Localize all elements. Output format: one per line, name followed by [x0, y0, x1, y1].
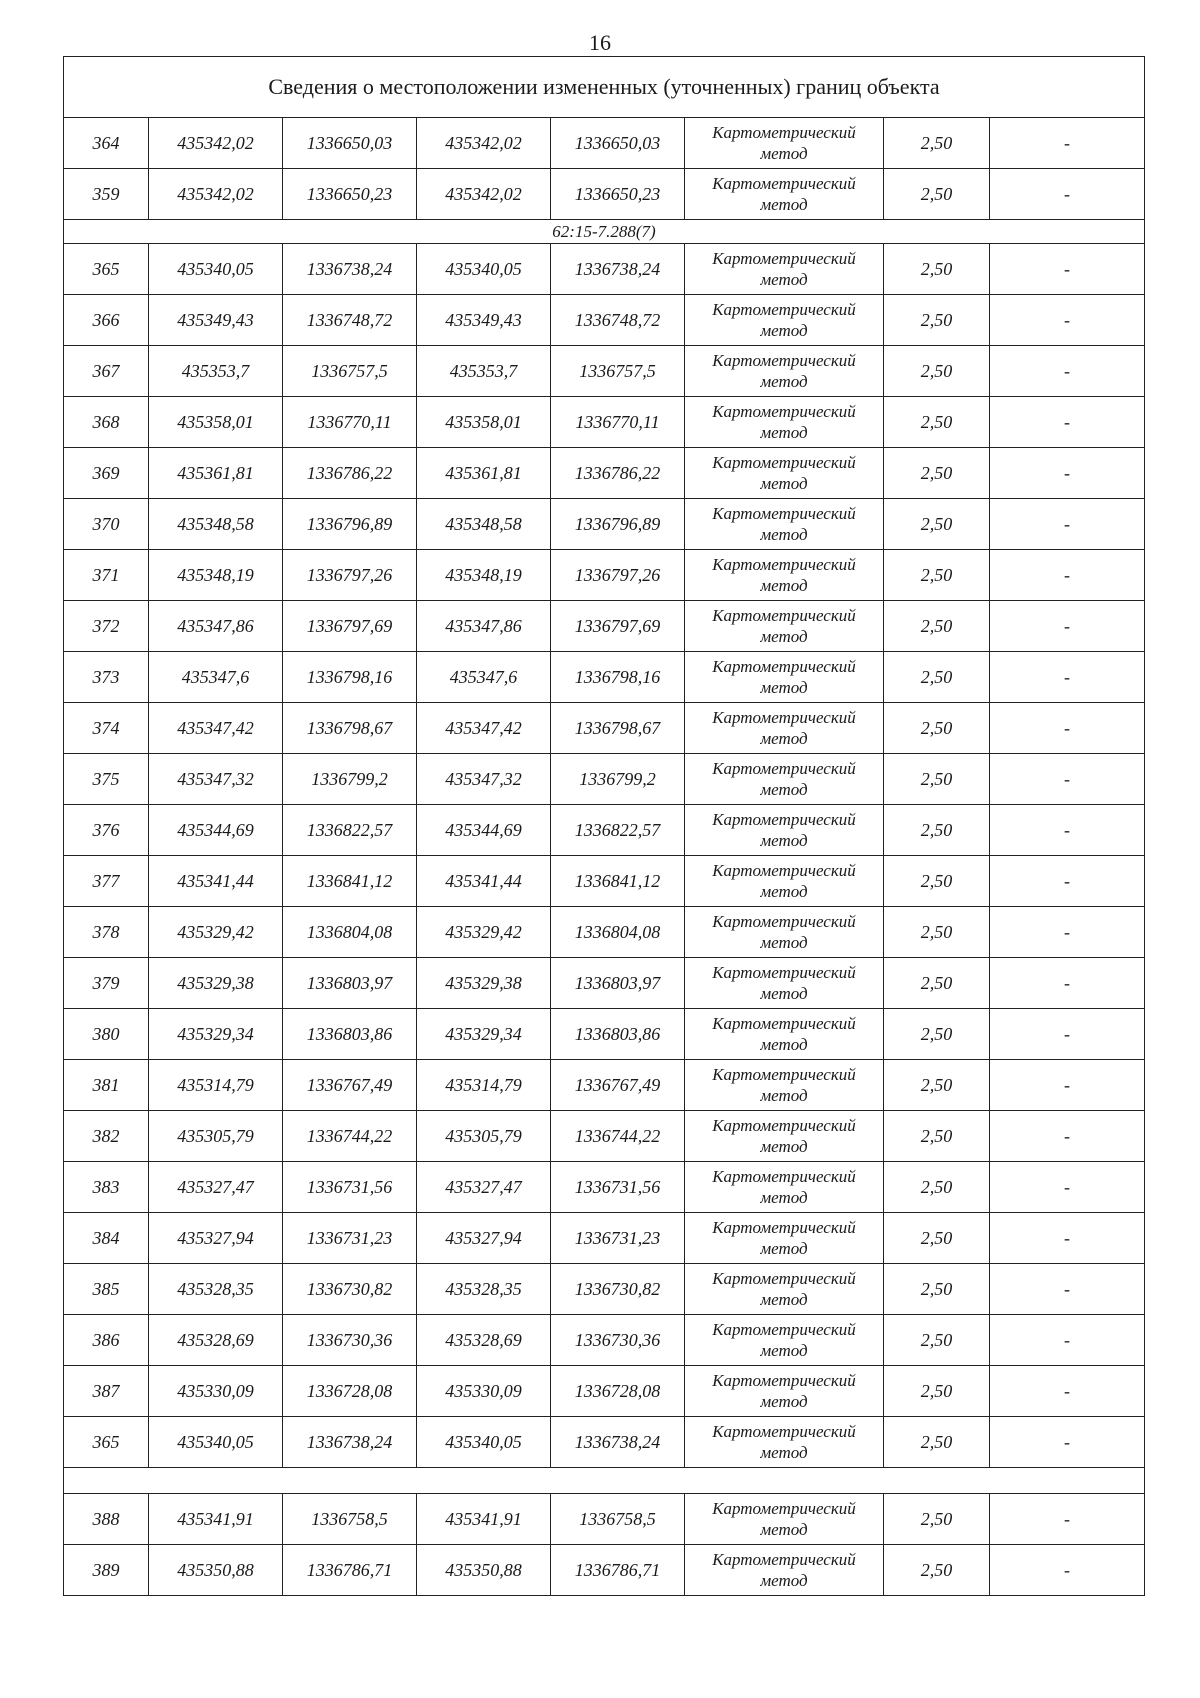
accuracy-cell: 2,50	[884, 1315, 990, 1366]
x-existing-cell: 435342,02	[149, 169, 283, 220]
description-cell: -	[990, 754, 1145, 805]
x-new-cell: 435327,47	[417, 1162, 551, 1213]
method-cell: Картометрический метод	[685, 652, 884, 703]
table-row	[64, 397, 1145, 448]
accuracy-cell: 2,50	[884, 397, 990, 448]
x-new-cell: 435347,32	[417, 754, 551, 805]
table-row	[64, 907, 1145, 958]
method-cell: Картометрический метод	[685, 550, 884, 601]
point-number-cell: 377	[64, 856, 149, 907]
method-cell: Картометрический метод	[685, 397, 884, 448]
accuracy-cell: 2,50	[884, 907, 990, 958]
x-new-cell: 435328,69	[417, 1315, 551, 1366]
point-number-cell: 375	[64, 754, 149, 805]
y-new-cell: 1336841,12	[551, 856, 685, 907]
x-new-cell: 435344,69	[417, 805, 551, 856]
y-existing-cell: 1336757,5	[283, 346, 417, 397]
accuracy-cell: 2,50	[884, 1060, 990, 1111]
description-cell: -	[990, 1009, 1145, 1060]
point-number-cell: 382	[64, 1111, 149, 1162]
x-new-cell: 435349,43	[417, 295, 551, 346]
table-title: Сведения о местоположении измененных (уточненных) границ объекта	[64, 57, 1145, 118]
y-existing-cell: 1336650,03	[283, 118, 417, 169]
y-new-cell: 1336798,16	[551, 652, 685, 703]
y-existing-cell: 1336738,24	[283, 244, 417, 295]
table-row	[64, 703, 1145, 754]
y-new-cell: 1336767,49	[551, 1060, 685, 1111]
point-number-cell: 381	[64, 1060, 149, 1111]
accuracy-cell: 2,50	[884, 1417, 990, 1468]
method-cell: Картометрический метод	[685, 499, 884, 550]
point-number-cell: 365	[64, 1417, 149, 1468]
table-row	[64, 1009, 1145, 1060]
y-new-cell: 1336803,97	[551, 958, 685, 1009]
table-row	[64, 1060, 1145, 1111]
description-cell: -	[990, 499, 1145, 550]
accuracy-cell: 2,50	[884, 346, 990, 397]
x-new-cell: 435348,58	[417, 499, 551, 550]
point-number-cell: 366	[64, 295, 149, 346]
y-new-cell: 1336770,11	[551, 397, 685, 448]
empty-separator-row	[64, 1468, 1145, 1494]
page-number: 16	[589, 30, 611, 55]
y-existing-cell: 1336738,24	[283, 1417, 417, 1468]
table-row	[64, 448, 1145, 499]
x-existing-cell: 435350,88	[149, 1545, 283, 1596]
y-existing-cell: 1336767,49	[283, 1060, 417, 1111]
y-existing-cell: 1336799,2	[283, 754, 417, 805]
y-new-cell: 1336650,23	[551, 169, 685, 220]
x-new-cell: 435347,42	[417, 703, 551, 754]
method-cell: Картометрический метод	[685, 1494, 884, 1545]
x-existing-cell: 435327,94	[149, 1213, 283, 1264]
boundary-coordinates-table	[63, 56, 1145, 1596]
y-new-cell: 1336786,71	[551, 1545, 685, 1596]
point-number-cell: 370	[64, 499, 149, 550]
method-cell: Картометрический метод	[685, 805, 884, 856]
y-existing-cell: 1336728,08	[283, 1366, 417, 1417]
point-number-cell: 378	[64, 907, 149, 958]
description-cell: -	[990, 550, 1145, 601]
table-row	[64, 1494, 1145, 1545]
x-new-cell: 435329,42	[417, 907, 551, 958]
x-existing-cell: 435330,09	[149, 1366, 283, 1417]
description-cell: -	[990, 856, 1145, 907]
y-new-cell: 1336799,2	[551, 754, 685, 805]
description-cell: -	[990, 1213, 1145, 1264]
accuracy-cell: 2,50	[884, 169, 990, 220]
x-new-cell: 435361,81	[417, 448, 551, 499]
y-existing-cell: 1336650,23	[283, 169, 417, 220]
y-new-cell: 1336758,5	[551, 1494, 685, 1545]
point-number-cell: 372	[64, 601, 149, 652]
x-new-cell: 435340,05	[417, 244, 551, 295]
accuracy-cell: 2,50	[884, 448, 990, 499]
y-new-cell: 1336786,22	[551, 448, 685, 499]
accuracy-cell: 2,50	[884, 1545, 990, 1596]
x-new-cell: 435347,6	[417, 652, 551, 703]
point-number-cell: 368	[64, 397, 149, 448]
description-cell: -	[990, 244, 1145, 295]
description-cell: -	[990, 169, 1145, 220]
y-new-cell: 1336797,69	[551, 601, 685, 652]
y-new-cell: 1336738,24	[551, 1417, 685, 1468]
description-cell: -	[990, 703, 1145, 754]
method-cell: Картометрический метод	[685, 1315, 884, 1366]
y-existing-cell: 1336803,86	[283, 1009, 417, 1060]
y-new-cell: 1336757,5	[551, 346, 685, 397]
x-existing-cell: 435347,42	[149, 703, 283, 754]
y-existing-cell: 1336730,82	[283, 1264, 417, 1315]
point-number-cell: 373	[64, 652, 149, 703]
section-header-row	[64, 220, 1145, 244]
description-cell: -	[990, 1315, 1145, 1366]
point-number-cell: 388	[64, 1494, 149, 1545]
description-cell: -	[990, 1545, 1145, 1596]
x-existing-cell: 435340,05	[149, 1417, 283, 1468]
table-row	[64, 754, 1145, 805]
y-new-cell: 1336650,03	[551, 118, 685, 169]
y-existing-cell: 1336744,22	[283, 1111, 417, 1162]
y-new-cell: 1336731,56	[551, 1162, 685, 1213]
method-cell: Картометрический метод	[685, 448, 884, 499]
y-new-cell: 1336744,22	[551, 1111, 685, 1162]
accuracy-cell: 2,50	[884, 601, 990, 652]
x-existing-cell: 435329,42	[149, 907, 283, 958]
table-row	[64, 1213, 1145, 1264]
accuracy-cell: 2,50	[884, 1009, 990, 1060]
x-existing-cell: 435327,47	[149, 1162, 283, 1213]
y-existing-cell: 1336748,72	[283, 295, 417, 346]
y-new-cell: 1336804,08	[551, 907, 685, 958]
x-new-cell: 435348,19	[417, 550, 551, 601]
table-row	[64, 118, 1145, 169]
y-existing-cell: 1336730,36	[283, 1315, 417, 1366]
point-number-cell: 380	[64, 1009, 149, 1060]
table-row	[64, 958, 1145, 1009]
y-new-cell: 1336730,82	[551, 1264, 685, 1315]
method-cell: Картометрический метод	[685, 703, 884, 754]
accuracy-cell: 2,50	[884, 1213, 990, 1264]
y-new-cell: 1336738,24	[551, 244, 685, 295]
x-existing-cell: 435347,32	[149, 754, 283, 805]
table-row	[64, 169, 1145, 220]
x-existing-cell: 435348,58	[149, 499, 283, 550]
accuracy-cell: 2,50	[884, 1162, 990, 1213]
x-new-cell: 435329,34	[417, 1009, 551, 1060]
x-existing-cell: 435347,86	[149, 601, 283, 652]
method-cell: Картометрический метод	[685, 244, 884, 295]
x-existing-cell: 435341,44	[149, 856, 283, 907]
x-existing-cell: 435314,79	[149, 1060, 283, 1111]
x-new-cell: 435358,01	[417, 397, 551, 448]
method-cell: Картометрический метод	[685, 1162, 884, 1213]
table-row	[64, 1111, 1145, 1162]
point-number-cell: 387	[64, 1366, 149, 1417]
table-title-row	[64, 57, 1145, 118]
method-cell: Картометрический метод	[685, 346, 884, 397]
y-existing-cell: 1336822,57	[283, 805, 417, 856]
description-cell: -	[990, 1264, 1145, 1315]
table-row	[64, 295, 1145, 346]
section-label: 62:15-7.288(7)	[64, 220, 1145, 244]
point-number-cell: 364	[64, 118, 149, 169]
point-number-cell: 365	[64, 244, 149, 295]
method-cell: Картометрический метод	[685, 1111, 884, 1162]
accuracy-cell: 2,50	[884, 703, 990, 754]
x-existing-cell: 435328,35	[149, 1264, 283, 1315]
method-cell: Картометрический метод	[685, 1060, 884, 1111]
y-existing-cell: 1336758,5	[283, 1494, 417, 1545]
method-cell: Картометрический метод	[685, 1417, 884, 1468]
x-existing-cell: 435329,34	[149, 1009, 283, 1060]
y-new-cell: 1336797,26	[551, 550, 685, 601]
method-cell: Картометрический метод	[685, 1545, 884, 1596]
method-cell: Картометрический метод	[685, 1366, 884, 1417]
y-existing-cell: 1336786,71	[283, 1545, 417, 1596]
accuracy-cell: 2,50	[884, 754, 990, 805]
x-new-cell: 435329,38	[417, 958, 551, 1009]
point-number-cell: 385	[64, 1264, 149, 1315]
method-cell: Картометрический метод	[685, 856, 884, 907]
point-number-cell: 389	[64, 1545, 149, 1596]
x-new-cell: 435340,05	[417, 1417, 551, 1468]
y-existing-cell: 1336731,56	[283, 1162, 417, 1213]
point-number-cell: 369	[64, 448, 149, 499]
x-existing-cell: 435361,81	[149, 448, 283, 499]
table-row	[64, 346, 1145, 397]
table-row	[64, 856, 1145, 907]
table-row	[64, 1315, 1145, 1366]
x-existing-cell: 435328,69	[149, 1315, 283, 1366]
table-row	[64, 1417, 1145, 1468]
method-cell: Картометрический метод	[685, 601, 884, 652]
x-new-cell: 435347,86	[417, 601, 551, 652]
y-existing-cell: 1336797,26	[283, 550, 417, 601]
point-number-cell: 383	[64, 1162, 149, 1213]
accuracy-cell: 2,50	[884, 550, 990, 601]
description-cell: -	[990, 346, 1145, 397]
accuracy-cell: 2,50	[884, 958, 990, 1009]
table-row	[64, 550, 1145, 601]
method-cell: Картометрический метод	[685, 754, 884, 805]
description-cell: -	[990, 1162, 1145, 1213]
y-existing-cell: 1336797,69	[283, 601, 417, 652]
section-label	[64, 1468, 1145, 1494]
x-new-cell: 435305,79	[417, 1111, 551, 1162]
method-cell: Картометрический метод	[685, 1264, 884, 1315]
y-existing-cell: 1336798,67	[283, 703, 417, 754]
y-existing-cell: 1336841,12	[283, 856, 417, 907]
x-new-cell: 435330,09	[417, 1366, 551, 1417]
description-cell: -	[990, 118, 1145, 169]
x-existing-cell: 435353,7	[149, 346, 283, 397]
method-cell: Картометрический метод	[685, 295, 884, 346]
accuracy-cell: 2,50	[884, 118, 990, 169]
point-number-cell: 371	[64, 550, 149, 601]
x-existing-cell: 435329,38	[149, 958, 283, 1009]
accuracy-cell: 2,50	[884, 1264, 990, 1315]
table-row	[64, 1366, 1145, 1417]
accuracy-cell: 2,50	[884, 652, 990, 703]
table-row	[64, 499, 1145, 550]
method-cell: Картометрический метод	[685, 907, 884, 958]
description-cell: -	[990, 907, 1145, 958]
accuracy-cell: 2,50	[884, 805, 990, 856]
y-new-cell: 1336731,23	[551, 1213, 685, 1264]
x-existing-cell: 435349,43	[149, 295, 283, 346]
y-new-cell: 1336730,36	[551, 1315, 685, 1366]
description-cell: -	[990, 295, 1145, 346]
y-existing-cell: 1336798,16	[283, 652, 417, 703]
description-cell: -	[990, 448, 1145, 499]
method-cell: Картометрический метод	[685, 118, 884, 169]
y-existing-cell: 1336731,23	[283, 1213, 417, 1264]
description-cell: -	[990, 1366, 1145, 1417]
x-new-cell: 435341,91	[417, 1494, 551, 1545]
x-existing-cell: 435341,91	[149, 1494, 283, 1545]
point-number-cell: 376	[64, 805, 149, 856]
table-row	[64, 652, 1145, 703]
y-existing-cell: 1336803,97	[283, 958, 417, 1009]
x-new-cell: 435341,44	[417, 856, 551, 907]
y-existing-cell: 1336804,08	[283, 907, 417, 958]
method-cell: Картометрический метод	[685, 1009, 884, 1060]
y-existing-cell: 1336786,22	[283, 448, 417, 499]
table-row	[64, 1162, 1145, 1213]
x-existing-cell: 435342,02	[149, 118, 283, 169]
accuracy-cell: 2,50	[884, 1494, 990, 1545]
accuracy-cell: 2,50	[884, 244, 990, 295]
table-row	[64, 244, 1145, 295]
point-number-cell: 384	[64, 1213, 149, 1264]
x-existing-cell: 435347,6	[149, 652, 283, 703]
x-new-cell: 435328,35	[417, 1264, 551, 1315]
table-row	[64, 601, 1145, 652]
accuracy-cell: 2,50	[884, 295, 990, 346]
description-cell: -	[990, 652, 1145, 703]
method-cell: Картометрический метод	[685, 958, 884, 1009]
description-cell: -	[990, 1060, 1145, 1111]
y-existing-cell: 1336796,89	[283, 499, 417, 550]
point-number-cell: 379	[64, 958, 149, 1009]
description-cell: -	[990, 1111, 1145, 1162]
table-row	[64, 1264, 1145, 1315]
description-cell: -	[990, 397, 1145, 448]
x-new-cell: 435350,88	[417, 1545, 551, 1596]
description-cell: -	[990, 805, 1145, 856]
accuracy-cell: 2,50	[884, 1111, 990, 1162]
x-existing-cell: 435305,79	[149, 1111, 283, 1162]
y-new-cell: 1336748,72	[551, 295, 685, 346]
description-cell: -	[990, 1494, 1145, 1545]
point-number-cell: 386	[64, 1315, 149, 1366]
x-new-cell: 435342,02	[417, 169, 551, 220]
x-existing-cell: 435340,05	[149, 244, 283, 295]
accuracy-cell: 2,50	[884, 499, 990, 550]
method-cell: Картометрический метод	[685, 1213, 884, 1264]
accuracy-cell: 2,50	[884, 1366, 990, 1417]
y-new-cell: 1336728,08	[551, 1366, 685, 1417]
x-existing-cell: 435358,01	[149, 397, 283, 448]
point-number-cell: 359	[64, 169, 149, 220]
accuracy-cell: 2,50	[884, 856, 990, 907]
description-cell: -	[990, 958, 1145, 1009]
y-new-cell: 1336822,57	[551, 805, 685, 856]
description-cell: -	[990, 601, 1145, 652]
y-new-cell: 1336796,89	[551, 499, 685, 550]
y-new-cell: 1336798,67	[551, 703, 685, 754]
description-cell: -	[990, 1417, 1145, 1468]
x-new-cell: 435342,02	[417, 118, 551, 169]
x-existing-cell: 435348,19	[149, 550, 283, 601]
table-row	[64, 1545, 1145, 1596]
y-new-cell: 1336803,86	[551, 1009, 685, 1060]
x-new-cell: 435353,7	[417, 346, 551, 397]
x-new-cell: 435327,94	[417, 1213, 551, 1264]
method-cell: Картометрический метод	[685, 169, 884, 220]
point-number-cell: 374	[64, 703, 149, 754]
point-number-cell: 367	[64, 346, 149, 397]
table-row	[64, 805, 1145, 856]
y-existing-cell: 1336770,11	[283, 397, 417, 448]
x-existing-cell: 435344,69	[149, 805, 283, 856]
x-new-cell: 435314,79	[417, 1060, 551, 1111]
